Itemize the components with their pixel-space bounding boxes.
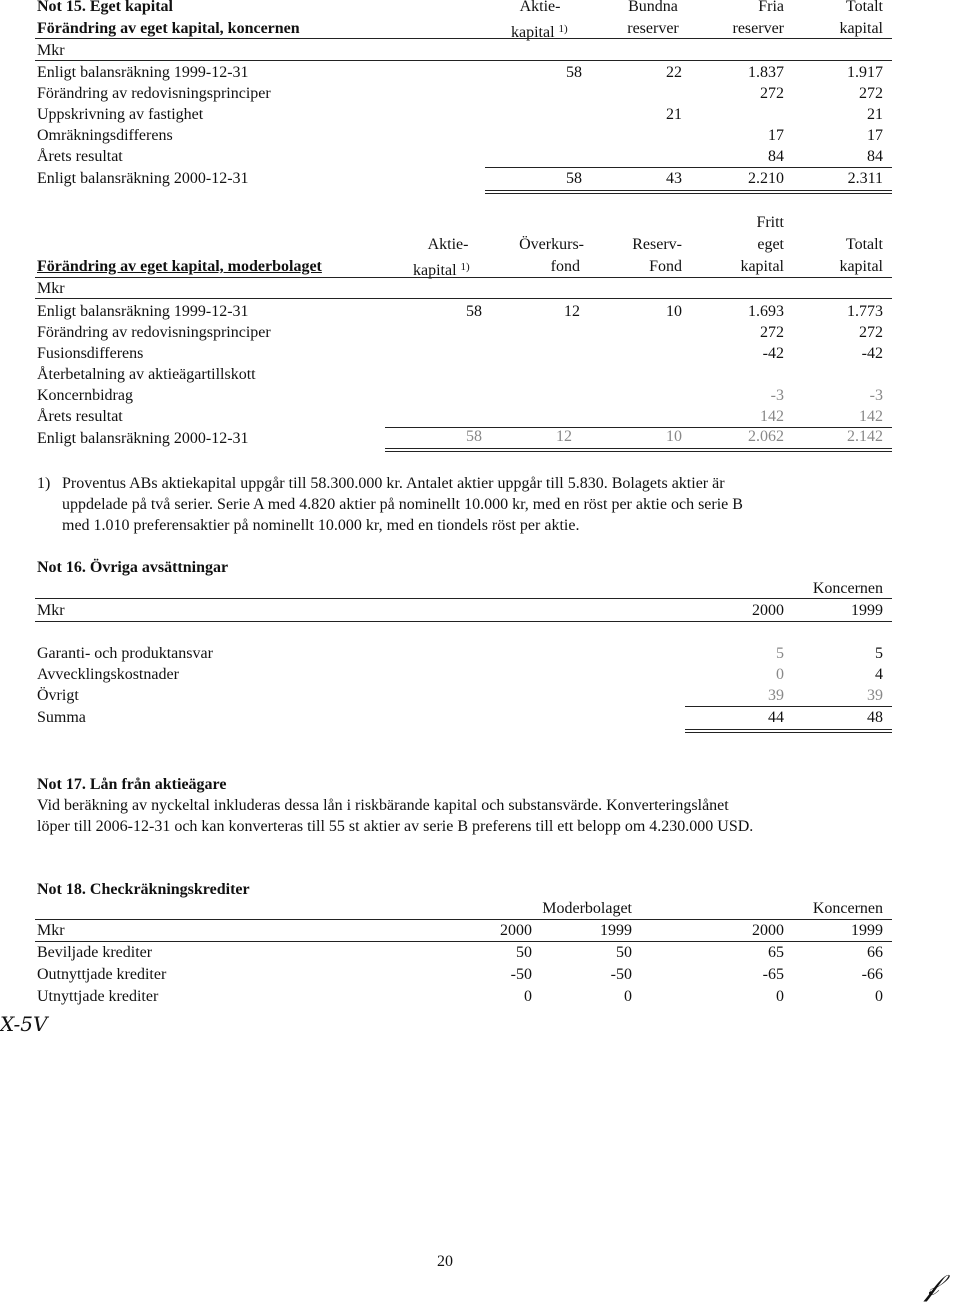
- page-number: 20: [437, 1253, 453, 1270]
- note16-year-0: 2000: [752, 602, 784, 619]
- parent-header-rule: [35, 277, 892, 278]
- note18-group-moderbolaget: Moderbolaget: [542, 900, 632, 917]
- note17-text-line: löper till 2006-12-31 och kan konverteras till 55 st aktier av serie B preferens till ett belopp om 4.230.000 USD.: [37, 818, 754, 835]
- note18-group-koncernen: Koncernen: [812, 900, 883, 917]
- group-table-heading: Förändring av eget kapital, koncernen: [37, 20, 300, 37]
- handwritten-initials: X-5V: [0, 1012, 48, 1036]
- note15-title: Not 15. Eget kapital: [37, 0, 173, 15]
- note17-text-line: Vid beräkning av nyckeltal inkluderas dessa lån i riskbärande kapital och substansvärde. Konverteringslånet: [37, 797, 729, 814]
- note18-year: 1999: [600, 922, 632, 939]
- note18-unit-label: Mkr: [37, 922, 65, 939]
- note16-sum-rule: [685, 706, 892, 707]
- note16-year-1: 1999: [851, 602, 883, 619]
- group-unit-label: Mkr: [37, 42, 65, 59]
- note16-unit-label: Mkr: [37, 602, 65, 619]
- parent-table-heading: Förändring av eget kapital, moderbolaget: [37, 258, 322, 275]
- note16-unit-rule: [35, 621, 892, 622]
- parent-unit-label: Mkr: [37, 280, 65, 297]
- handwritten-signature-mark: 𝒻: [925, 1268, 939, 1303]
- note18-year: 2000: [752, 922, 784, 939]
- group-sum-rule: [485, 167, 892, 168]
- parent-unit-rule: [35, 298, 892, 299]
- note17-title: Not 17. Lån från aktieägare: [37, 776, 227, 793]
- note18-unit-rule: [35, 941, 892, 942]
- group-header-rule: [35, 38, 892, 39]
- note16-header-rule: [35, 598, 892, 599]
- note18-year: 1999: [851, 922, 883, 939]
- parent-total-double-rule: [385, 448, 892, 452]
- note18-header-rule: [35, 919, 892, 920]
- note16-total-double-rule: [685, 729, 892, 733]
- group-total-double-rule: [485, 190, 892, 194]
- note16-group-header: Koncernen: [812, 580, 883, 597]
- group-unit-rule: [35, 60, 892, 61]
- note18-year: 2000: [500, 922, 532, 939]
- note16-title: Not 16. Övriga avsättningar: [37, 559, 229, 576]
- note18-title: Not 18. Checkräkningskrediter: [37, 881, 250, 898]
